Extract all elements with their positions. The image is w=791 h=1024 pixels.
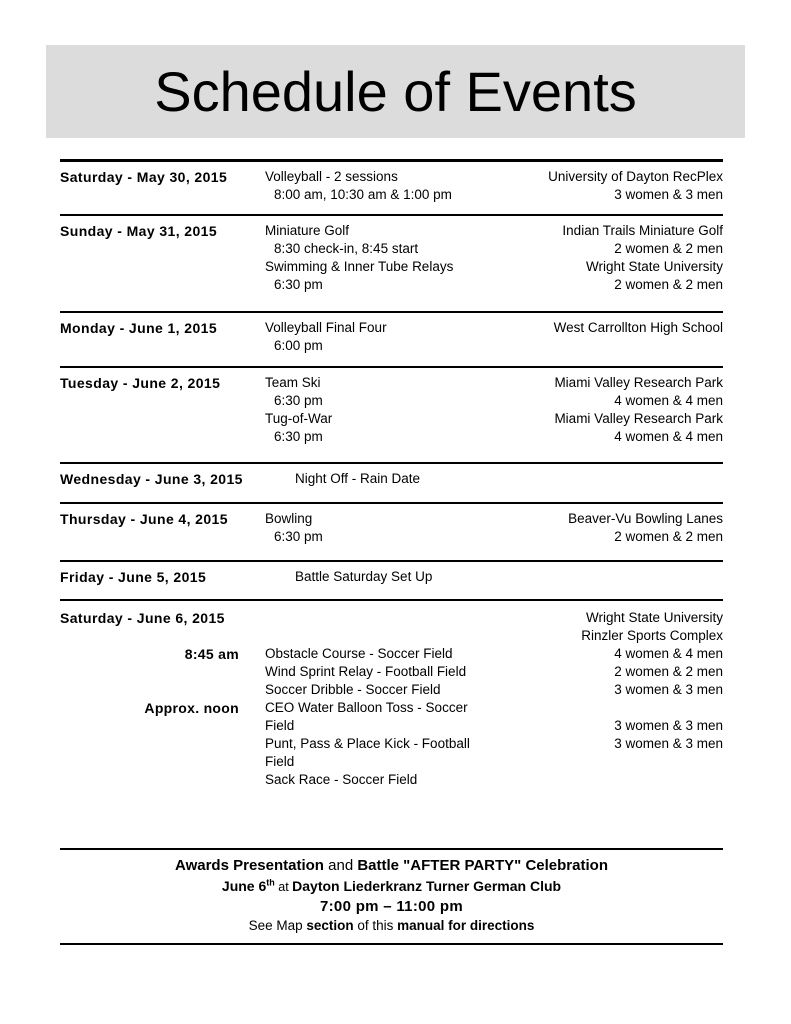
event-name: Miniature Golf [265, 223, 350, 238]
schedule-row-thu-jun-4 [60, 502, 723, 560]
event-time: 6:30 pm [274, 429, 323, 444]
after-party-title: Battle "AFTER PARTY" Celebration [357, 857, 608, 874]
group-participants [493, 645, 723, 699]
spacer [265, 609, 493, 645]
row-date: Saturday - May 30, 2015 [60, 169, 228, 185]
event-time: 6:30 pm [274, 393, 323, 408]
see-map-text: See Map [248, 918, 307, 933]
venue-name: Wright State University [585, 610, 723, 625]
event-name: Bowling [265, 511, 313, 526]
conjunction: and [323, 857, 358, 874]
event-location: Miami Valley Research Park [554, 411, 723, 426]
section-text: section [306, 918, 354, 933]
event-time: 8:30 check-in, 8:45 start [274, 241, 419, 256]
awards-title: Awards Presentation [175, 857, 324, 874]
party-time-line: 7:00 pm – 11:00 pm [320, 898, 463, 915]
after-party-section [60, 848, 723, 945]
schedule-row-mon-jun-1 [60, 311, 723, 366]
schedule-row-sun-may-31 [60, 214, 723, 311]
venue-complex: Rinzler Sports Complex [581, 628, 723, 643]
event-participants: 2 women & 2 men [614, 241, 723, 256]
sat6-group-morning [60, 645, 723, 699]
event-participants: 4 women & 4 men [614, 393, 723, 408]
row-events [265, 319, 493, 355]
event-participants: 2 women & 2 men [614, 277, 723, 292]
event-name: Obstacle Course - Soccer Field [265, 646, 453, 661]
row-locations [493, 319, 723, 355]
event-participants: 4 women & 4 men [614, 646, 723, 661]
event-participants: 4 women & 4 men [614, 429, 723, 444]
event-time: 6:30 pm [274, 529, 323, 544]
event-name: Tug-of-War [265, 411, 333, 426]
row-date: Thursday - June 4, 2015 [60, 511, 228, 527]
row-events [265, 510, 493, 546]
at-text: at [274, 880, 293, 894]
event-name: Soccer Dribble - Soccer Field [265, 682, 441, 697]
row-date: Friday - June 5, 2015 [60, 569, 207, 585]
row-locations [493, 222, 723, 294]
event-name: Volleyball Final Four [265, 320, 387, 335]
event-location: Beaver-Vu Bowling Lanes [568, 511, 723, 526]
event-participants: 2 women & 2 men [614, 529, 723, 544]
event-name: CEO Water Balloon Toss - Soccer Field [265, 700, 468, 733]
awards-presentation-line [60, 855, 723, 877]
event-note: Battle Saturday Set Up [295, 569, 433, 584]
event-note: Night Off - Rain Date [295, 471, 421, 486]
group-events [265, 645, 493, 699]
event-name: Swimming & Inner Tube Relays [265, 259, 454, 274]
ordinal-suffix: th [266, 877, 275, 888]
event-participants: 2 women & 2 men [614, 664, 723, 679]
row-date: Wednesday - June 3, 2015 [60, 471, 243, 487]
schedule-row-sat-may-30 [60, 159, 723, 214]
event-name: Punt, Pass & Place Kick - Football Field [265, 736, 470, 769]
row-date: Saturday - June 6, 2015 [60, 610, 225, 626]
page-title: Schedule of Events [154, 60, 637, 123]
row-date: Sunday - May 31, 2015 [60, 223, 218, 239]
sat6-group-noon [60, 699, 723, 789]
row-date: Tuesday - June 2, 2015 [60, 375, 221, 391]
schedule-row-tue-jun-2 [60, 366, 723, 462]
party-date-location-line [60, 877, 723, 897]
group-time: 8:45 am [184, 646, 239, 662]
title-banner [46, 45, 745, 138]
event-name: Wind Sprint Relay - Football Field [265, 664, 467, 679]
group-time: Approx. noon [144, 700, 239, 716]
event-name: Team Ski [265, 375, 321, 390]
party-venue: Dayton Liederkranz Turner German Club [292, 878, 562, 894]
event-name: Volleyball - 2 sessions [265, 169, 398, 184]
event-location: Indian Trails Miniature Golf [562, 223, 723, 238]
sat6-header [60, 609, 723, 645]
schedule-row-sat-jun-6 [60, 599, 723, 789]
event-location: West Carrollton High School [553, 320, 723, 335]
event-time: 6:00 pm [274, 338, 323, 353]
event-location: Wright State University [585, 259, 723, 274]
row-venue [493, 609, 723, 645]
group-participants [493, 699, 723, 789]
event-name: Sack Race - Soccer Field [265, 772, 418, 787]
event-time: 6:30 pm [274, 277, 323, 292]
row-events [265, 470, 493, 488]
event-participants: 3 women & 3 men [614, 718, 723, 733]
event-participants: 3 women & 3 men [614, 682, 723, 697]
row-locations [493, 568, 723, 586]
map-directions-line [60, 916, 723, 935]
schedule-row-wed-jun-3 [60, 462, 723, 502]
event-participants: 3 women & 3 men [614, 736, 723, 751]
schedule-row-fri-jun-5 [60, 560, 723, 599]
row-events [265, 568, 493, 586]
party-date: June 6 [221, 878, 267, 894]
event-participants: 3 women & 3 men [614, 187, 723, 202]
row-locations [493, 168, 723, 204]
schedule-table [60, 159, 723, 789]
row-date: Monday - June 1, 2015 [60, 320, 218, 336]
row-events [265, 168, 493, 204]
event-location: University of Dayton RecPlex [548, 169, 723, 184]
event-participants [493, 699, 723, 717]
row-locations [493, 470, 723, 488]
event-location: Miami Valley Research Park [554, 375, 723, 390]
group-events [265, 699, 493, 789]
row-events [265, 222, 493, 294]
row-locations [493, 510, 723, 546]
row-locations [493, 374, 723, 446]
of-this-text: of this [353, 918, 398, 933]
row-events [265, 374, 493, 446]
manual-directions-text: manual for directions [397, 918, 535, 933]
event-time: 8:00 am, 10:30 am & 1:00 pm [274, 187, 452, 202]
